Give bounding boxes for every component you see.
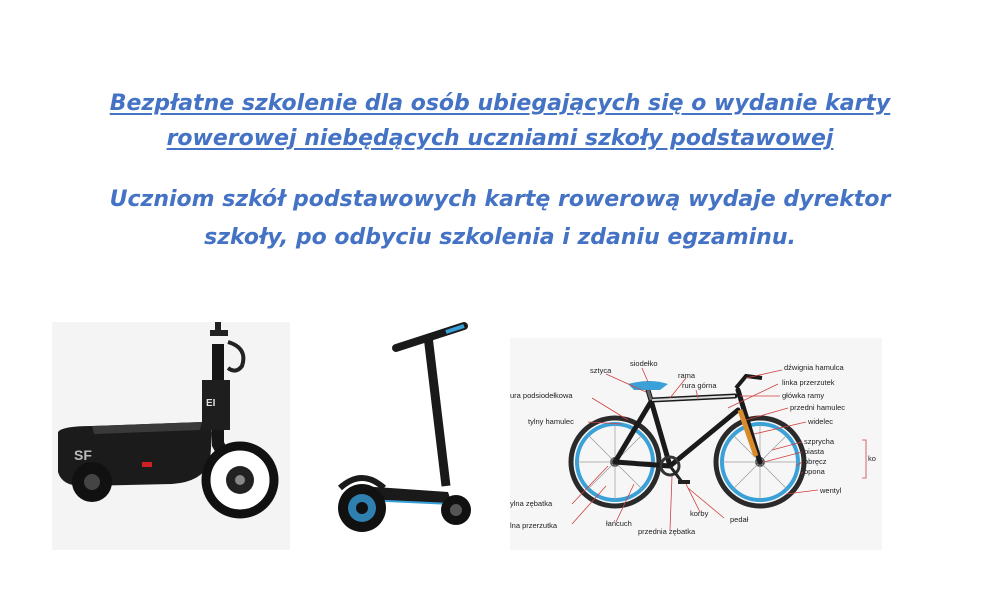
label-widelec: widelec [808, 417, 834, 426]
bicycle-parts-diagram [510, 338, 882, 550]
label-tylna-zebatka: ylna zębatka [510, 499, 553, 508]
label-przednia-zebatka: przednia zębatka [638, 527, 696, 536]
label-glowka-ramy: główka ramy [782, 391, 825, 400]
kick-scooter-image [328, 318, 478, 546]
label-kolo: ko [868, 454, 876, 463]
label-opona: opona [804, 467, 825, 476]
label-pedal: pedał [730, 515, 749, 524]
label-linka-przerzutek: linka przerzutek [782, 378, 835, 387]
subheading-line-2: szkoły, po odbyciu szkolenia i zdaniu egzaminu. [204, 225, 796, 250]
heading-line-2: rowerowej niebędących uczniami szkoły podstawowej [166, 126, 834, 151]
heading-line-1: Bezpłatne szkolenie dla osób ubiegających się o wydanie karty [109, 91, 891, 116]
label-przedni-hamulec: przedni hamulec [790, 403, 846, 412]
label-piasta: piasta [804, 447, 825, 456]
label-korby: korby [690, 509, 709, 518]
seated-scooter-image [52, 322, 290, 550]
svg-text:EI: EI [206, 398, 216, 409]
label-rura-podsiodelkowa: ura podsiodełkowa [510, 391, 573, 400]
label-wentyl: wentyl [820, 486, 842, 495]
label-lancuch: łańcuch [606, 519, 632, 528]
label-sztyca: sztyca [590, 366, 612, 375]
label-tylny-hamulec: tylny hamulec [528, 417, 574, 426]
svg-text:SF: SF [74, 447, 92, 463]
label-szprycha: szprycha [804, 437, 835, 446]
page-subheading [0, 181, 1000, 257]
label-obrecz: obręcz [804, 457, 827, 466]
label-dzwignia-hamulca: dźwignia hamulca [784, 363, 844, 372]
subheading-line-1: Uczniom szkół podstawowych kartę rowerową wydaje dyrektor [109, 187, 891, 212]
page-heading [0, 86, 1000, 156]
label-siodelko: siodełko [630, 359, 658, 368]
label-rama: rama [678, 371, 696, 380]
label-przerzutka: lna przerzutka [510, 521, 558, 530]
label-rura-gorna: rura górna [682, 381, 717, 390]
